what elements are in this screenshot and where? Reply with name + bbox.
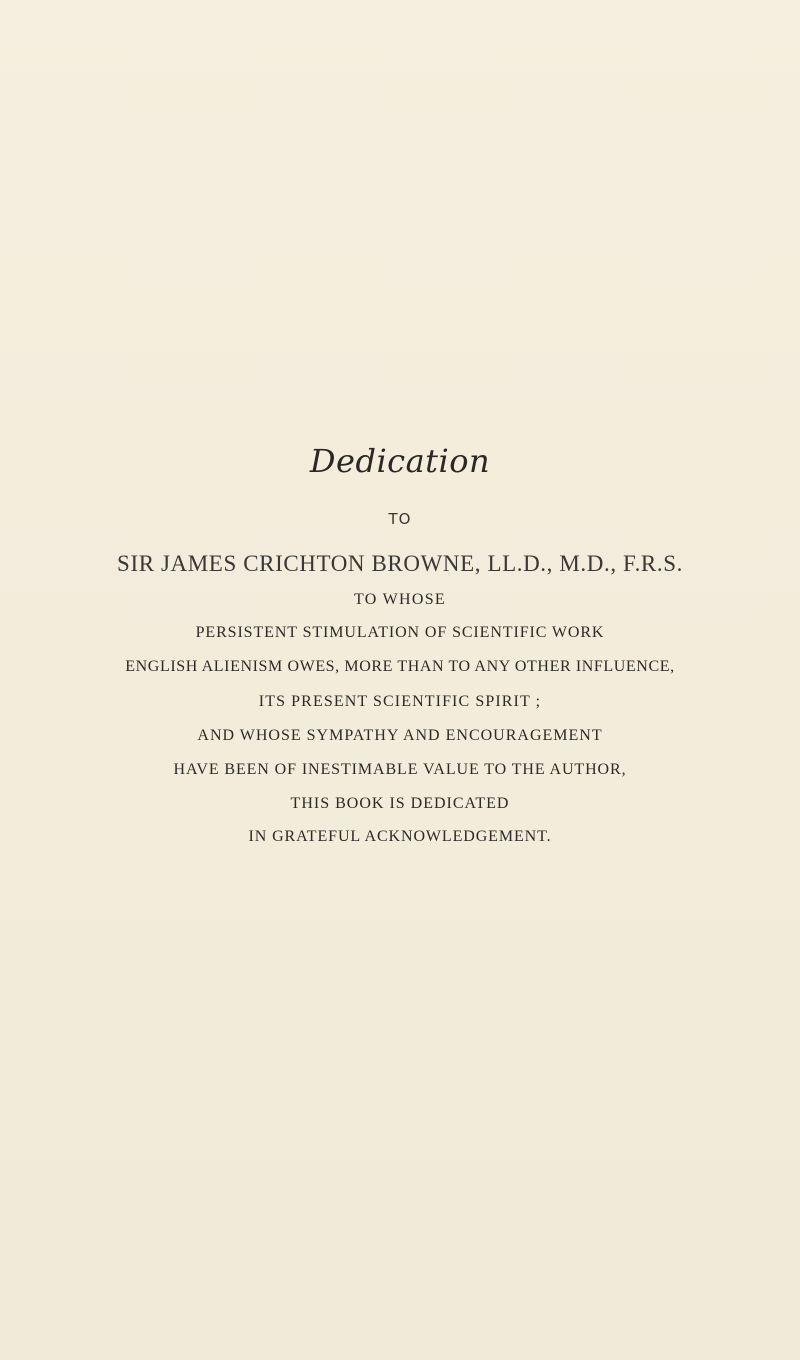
dedication-line: PERSISTENT STIMULATION OF SCIENTIFIC WORK (195, 624, 605, 641)
dedication-line: ENGLISH ALIENISM OWES, MORE THAN TO ANY OTHER INFLUENCE, (125, 658, 675, 675)
dedication-line: TO WHOSE (353, 591, 447, 608)
dedication-line: ITS PRESENT SCIENTIFIC SPIRIT ; (258, 693, 542, 710)
dedicatee-name: SIR JAMES CRICHTON BROWNE, LL.D., M.D., F.R.S. (117, 551, 683, 576)
dedication-heading: Dedication (309, 442, 491, 480)
dedication-to: TO (388, 510, 412, 528)
dedication-line: IN GRATEFUL ACKNOWLEDGEMENT. (248, 828, 552, 845)
dedication-line: HAVE BEEN OF INESTIMABLE VALUE TO THE AUTHOR, (173, 761, 627, 778)
dedication-line: AND WHOSE SYMPATHY AND ENCOURAGEMENT (197, 727, 603, 744)
dedication-line: THIS BOOK IS DEDICATED (290, 795, 510, 812)
